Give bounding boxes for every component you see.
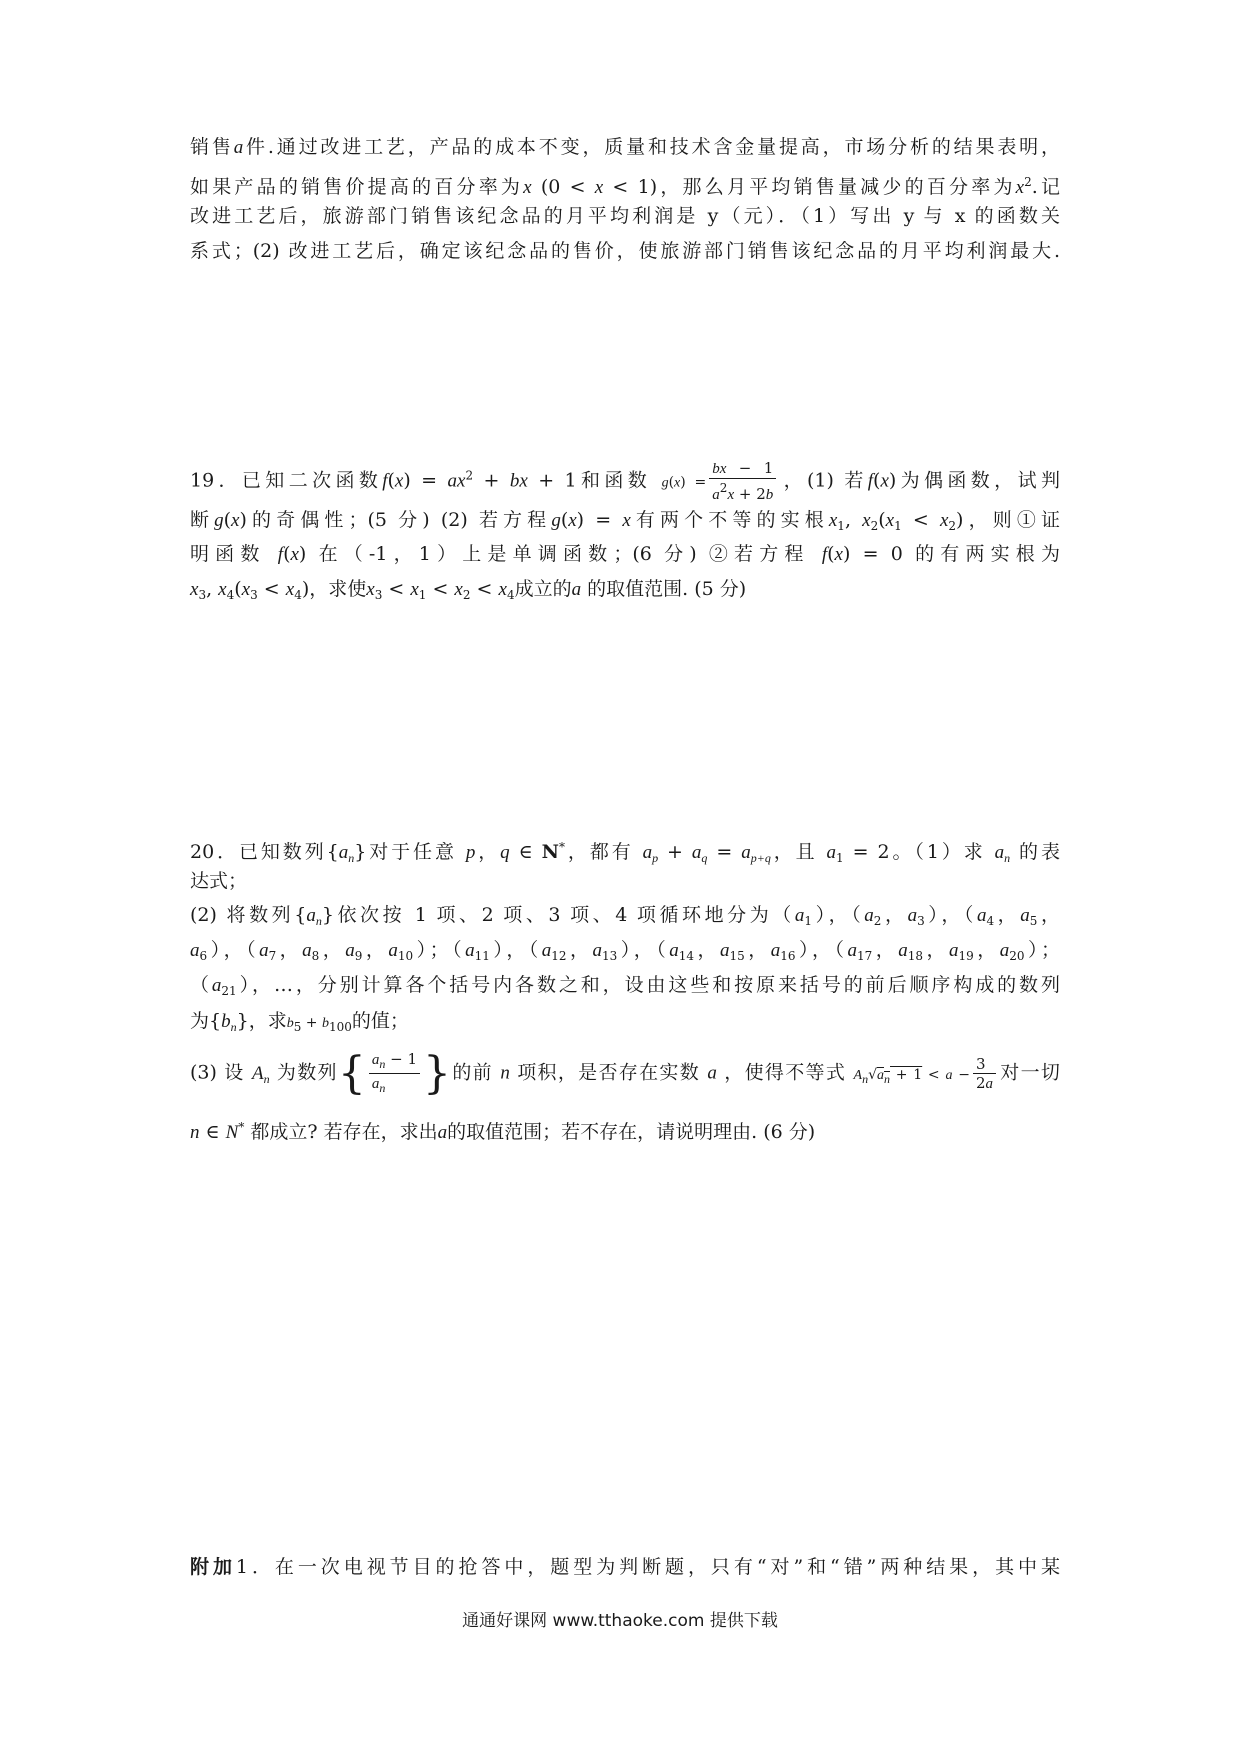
problem-19-line-3: 明函数 f(x) 在（-1，1）上是单调函数；(6 分) ②若方程 f(x) = 0 的有两实根为 xyxy=(190,543,1060,565)
problem-18-line-1: 销售a件.通过改进工艺，产品的成本不变，质量和技术含金量提高，市场分析的结果表明， xyxy=(190,136,1060,158)
problem-18-line-3: 改进工艺后，旅游部门销售该纪念品的月平均利润是 y（元）．（1）写出 y 与 x 的函数关 xyxy=(190,205,1060,227)
problem-20-line-8: n ∈ N* 都成立? 若存在，求出a的取值范围；若不存在，请说明理由. (6 分) xyxy=(190,1120,816,1143)
problem-19-line-2: 断g(x)的奇偶性；(5 分) (2) 若方程g(x) = x有两个不等的实根$x_1$, $x_2(x_1 < x_2)$，则①证 xyxy=(190,509,1060,533)
problem-20-line-7: (3) 设 $A_n$ 为数列{ $\frac{a_n - 1}{a_n}$ }的前 n 项积，是否存在实数 a ，使得不等式 $A_n√a_n + 1 < a$ − $\frac{3}{2a}$ 对一切 xyxy=(190,1047,1060,1099)
problem-19-line-1: 19．已知二次函数$f(x) = ax^2$ + bx + 1和函数 g(x) = $\frac{bx - 1}{a^2x + 2b}$ ，(1) 若f(x)为偶函数，试判 xyxy=(190,459,1060,503)
problem-18-line-2: 如果产品的销售价提高的百分率为x (0 < x < 1)，那么月平均销售量减少的百分率为$x^2$.记 xyxy=(190,175,1060,198)
problem-20-line-3: (2) 将数列$\{a_n\}$依次按 1 项、2 项、3 项、4 项循环地分为$(a_1)$，（$a_2$，$a_3$），（$a_4$，$a_5$， xyxy=(190,904,1060,928)
problem-18-line-4: 系式；(2) 改进工艺后，确定该纪念品的售价，使旅游部门销售该纪念品的月平均利润最大. xyxy=(190,240,1060,262)
extra-label: 附加 xyxy=(190,1556,236,1578)
problem-20-line-6: 为$\{b_n\}$，求$b_5 + b_{100}$的值； xyxy=(190,1010,409,1034)
problem-20-line-2: 达式； xyxy=(190,870,248,892)
extra-text: 1．在一次电视节目的抢答中，题型为判断题，只有“对”和“错”两种结果，其中某 xyxy=(235,1556,1060,1578)
sequence-fraction: $\frac{a_n - 1}{a_n}$ xyxy=(369,1050,420,1097)
problem-20-line-4: $a_6$），（$a_7$，$a_8$，$a_9$，$a_{10}$）；$(a_{11})$，（$a_{12}$，$a_{13}$），（$a_{14}$，$a_{15}$，$a_{16}$），（$a_{17}$，$a_{18}$，$a_{19}$，$a_{20}$）； xyxy=(190,939,1060,963)
problem-20-line-1: 20．已知数列$\{a_n\}$对于任意 p，q ∈ N*，都有 $a_p + a_q = a_{p+q}$，且 $a_1 = 2$。（1）求 $a_n$ 的表 xyxy=(190,840,1060,865)
page-footer: 通通好课网 www.tthaoke.com 提供下载 xyxy=(462,1611,778,1631)
inequality-fraction: $\frac{3}{2a}$ xyxy=(973,1055,996,1093)
problem-20-line-5: $(a_{21})$，…，分别计算各个括号内各数之和，设由这些和按原来括号的前后顺序构成的数列 xyxy=(190,974,1060,998)
g-fraction: $\frac{bx - 1}{a^2x + 2b}$ xyxy=(709,459,776,504)
problem-19-line-4: $x_3$, $x_4(x_3 < x_4)$，求使$x_3 < x_1 < x_2 < x_4$成立的a 的取值范围. (5 分) xyxy=(190,578,747,602)
extra-problem-line xyxy=(190,1552,1060,1582)
